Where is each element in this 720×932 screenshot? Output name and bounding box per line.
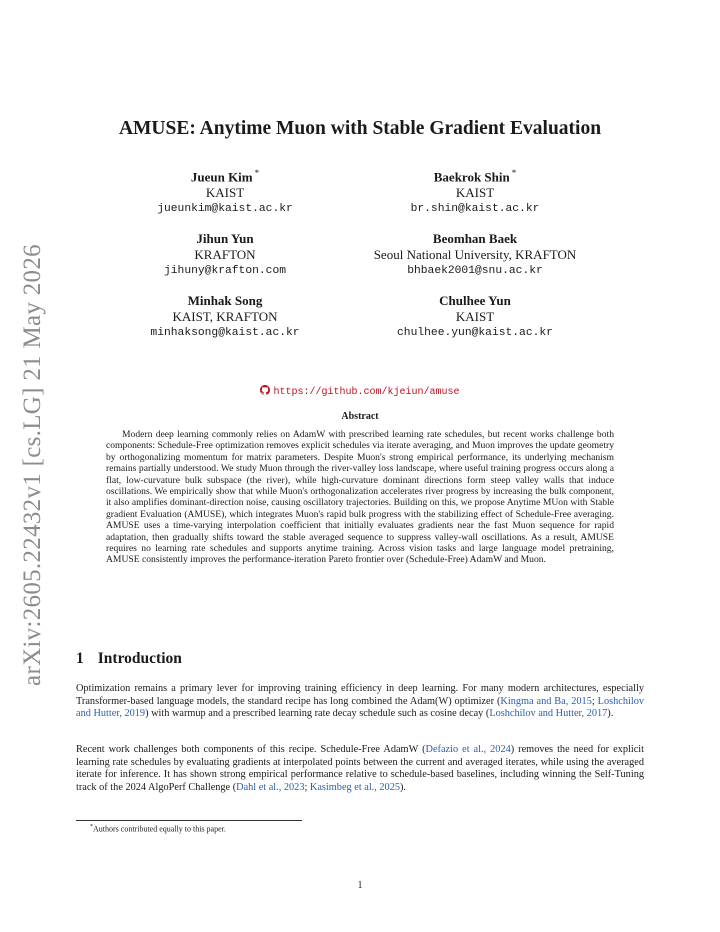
arxiv-identifier-stamp [16,244,50,686]
citation-link[interactable]: Defazio et al., 2024 [425,744,511,755]
equal-contribution-mark: * [511,168,517,178]
footnote-text: Authors contributed equally to this paper. [93,824,226,834]
author-name: Baekrok Shin [433,169,510,185]
author-entry [340,165,610,217]
citation-link[interactable]: Kasimbeg et al., 2025 [309,782,400,794]
author-affiliation: KAIST [455,185,495,201]
intro-paragraph [76,683,644,721]
arxiv-identifier-text: arXiv:2605.22432v1 [cs.LG] 21 May 2026 [19,244,46,686]
section-number: 1 [76,650,84,667]
paragraph-text: ; [591,695,598,707]
page-number: 1 [357,880,363,891]
author-name: Jihun Yun [196,231,254,247]
paragraph-text: Recent work challenges both components of this recipe. Schedule-Free AdamW ( [76,744,426,755]
abstract-heading: Abstract [341,411,379,422]
repository-link[interactable] [0,385,720,398]
footnote [90,824,226,834]
author-name: Minhak Song [187,293,263,309]
paper-title: AMUSE: Anytime Muon with Stable Gradient Evaluation [118,118,602,139]
author-email[interactable]: jihuny@krafton.com [163,265,287,278]
paragraph-text: Optimization remains a primary lever for improving training efficiency in deep learning. For many modern architectures, especially Transformer-based language models, the standard recipe has long combined the Adam(W) optimizer ( [76,683,644,707]
repository-url[interactable]: https://github.com/kjeiun/amuse [273,387,460,398]
citation-link[interactable]: Loshchilov and Hutter, 2019 [76,695,645,720]
paragraph-text: ; [304,782,310,794]
intro-paragraph [76,744,644,795]
author-entry [340,231,610,279]
author-affiliation: KAIST [205,185,245,201]
paragraph-text: ) with warmup and a prescribed learning rate decay schedule such as cosine decay ( [145,708,490,720]
author-affiliation: KAIST [455,309,495,325]
paragraph-text: ). [607,708,614,720]
author-entry [110,165,340,217]
author-affiliation: Seoul National University, KRAFTON [373,247,577,263]
author-block [110,165,610,341]
author-entry [340,293,610,341]
author-entry [110,293,340,341]
github-icon [260,385,270,395]
author-email[interactable]: jueunkim@kaist.ac.kr [157,203,293,216]
author-name: Jueun Kim [190,169,253,185]
footnote-divider [76,820,302,821]
author-email[interactable]: bhbaek2001@snu.ac.kr [407,265,543,278]
author-email[interactable]: chulhee.yun@kaist.ac.kr [397,327,553,340]
author-affiliation: KAIST, KRAFTON [172,309,278,325]
paragraph-text: ) removes the need for explicit learning rate schedules by evaluating gradients at interpolated points between the current and averaged iterates, while using the averaged iterate for inference. It has shown strong empirical performance relative to schedule-based baselines, including winning the Self-Tuning track of the 2024 AlgoPerf Challenge ( [76,744,644,794]
citation-link[interactable]: Kingma and Ba, 2015 [500,695,592,707]
citation-link[interactable]: Dahl et al., 2023 [236,782,305,794]
citation-link[interactable]: Loshchilov and Hutter, 2017 [489,708,608,720]
author-affiliation: KRAFTON [194,247,256,263]
author-name: Beomhan Baek [432,231,518,247]
paragraph-text: ). [400,782,407,794]
section-title: Introduction [97,650,182,667]
author-email[interactable]: br.shin@kaist.ac.kr [410,203,540,216]
author-email[interactable]: minhaksong@kaist.ac.kr [150,327,300,340]
author-name: Chulhee Yun [439,293,511,309]
section-heading [76,650,182,668]
equal-contribution-mark: * [254,168,260,178]
abstract-text: Modern deep learning commonly relies on AdamW with prescribed learning rate schedules, but recent works challenge both components: Schedule-Free optimization removes explicit schedules via iterate averaging, and Muon improves the update geometry by orthogonalizing momentum for matrix parameters. Despite Muon's strong empirical performance, its underlying mechanism remains partially understood. We study Muon through the river-valley loss landscape, where useful training progress occurs along a flat, low-curvature bulk subspace (the river), while high-curvature dominant directions form steep valley walls that induce oscillations. We empirically show that while Muon's orthogonalization accelerates river progress by increasing the bulk component, it also amplifies dominant-direction noise, causing oscillatory trajectories. Building on this, we propose Anytime MUon with Stable gradient Evaluation (AMUSE), which integrates Muon's rapid bulk progress with the stabilizing effect of Schedule-Free averaging. AMUSE uses a time-varying interpolation coefficient that initially evaluates gradients near the fast Muon sequence for rapid adaptation, then gradually shifts toward the stable averaged sequence to suppress valley-wall oscillations. As a result, AMUSE requires no learning rate schedules and supports anytime training. Across vision tasks and large language model pretraining, AMUSE consistently improves the performance-iteration Pareto frontier over (Schedule-Free) AdamW and Muon. [106,429,614,566]
footnote-mark: * [90,824,93,830]
author-entry [110,231,340,279]
